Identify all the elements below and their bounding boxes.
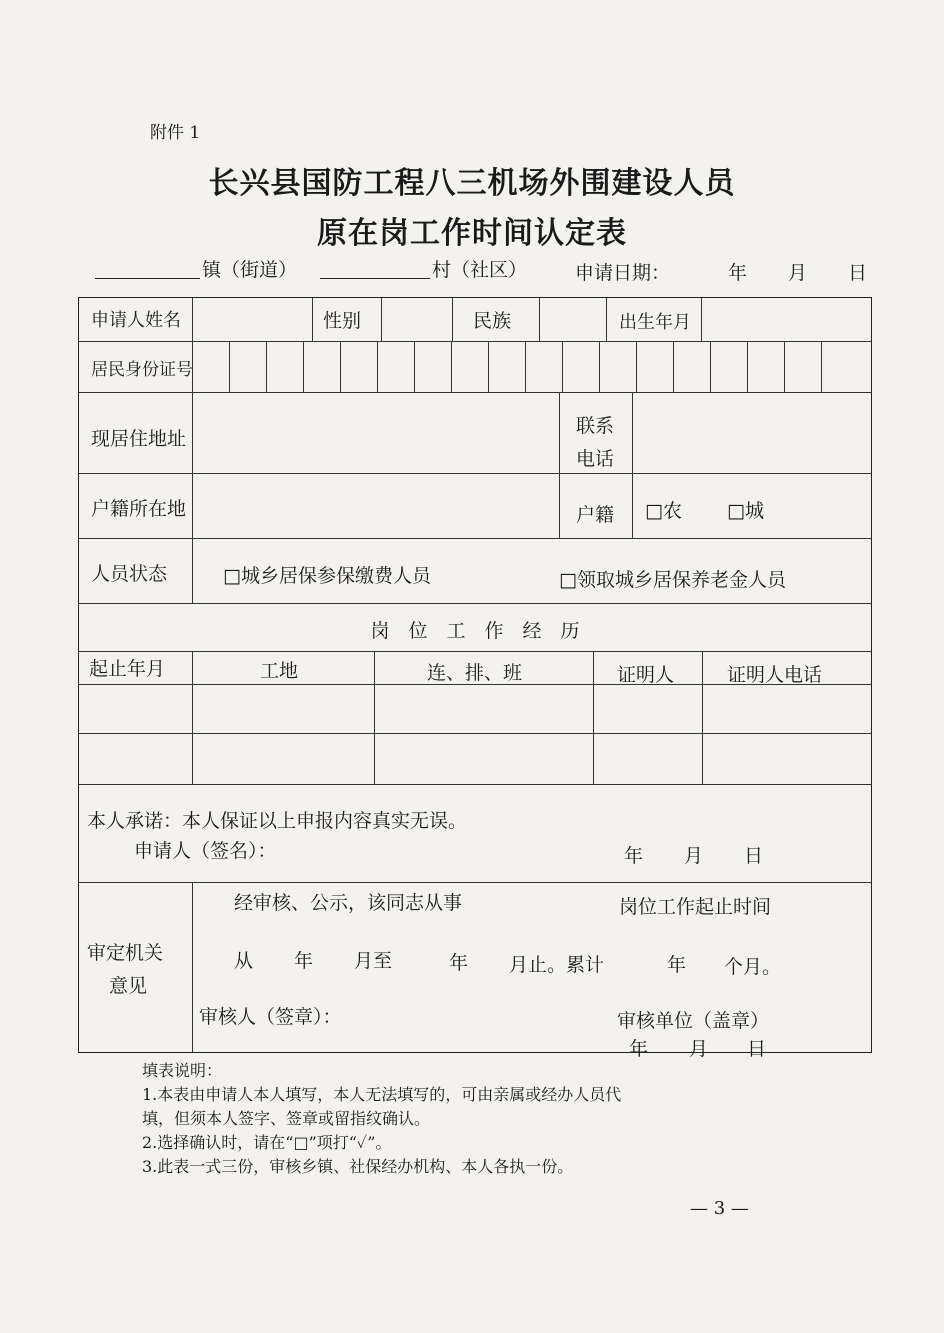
apply-date-year: 年 bbox=[728, 262, 748, 284]
review-date-month: 月 bbox=[689, 1038, 709, 1060]
notes-title: 填表说明： bbox=[142, 1061, 223, 1080]
review-month-end: 月止。累计 bbox=[509, 954, 605, 976]
col-witness-phone-header: 证明人电话 bbox=[727, 664, 823, 686]
review-date-day: 日 bbox=[747, 1038, 767, 1060]
col-period-header: 起止年月 bbox=[89, 658, 166, 680]
birth-label: 出生年月 bbox=[619, 312, 691, 333]
hukou-place-label: 户籍所在地 bbox=[91, 498, 187, 520]
review-year-1: 年 bbox=[294, 950, 314, 972]
review-text-a: 经审核、公示，该同志从事 bbox=[234, 892, 463, 914]
note-2: 2.选择确认时，请在“□”项打“✓”。 bbox=[142, 1133, 392, 1152]
hukou-label: 户籍 bbox=[576, 504, 615, 526]
col-site-header: 工地 bbox=[260, 660, 299, 682]
col-witness-header: 证明人 bbox=[617, 664, 675, 686]
pledge-text: 本人承诺：本人保证以上申报内容真实无误。 bbox=[87, 810, 468, 832]
status-option-contributor[interactable]: □城乡居保参保缴费人员 bbox=[223, 565, 431, 587]
hukou-rural-checkbox[interactable]: □农 bbox=[645, 500, 682, 522]
apply-date-label: 申请日期： bbox=[575, 262, 671, 284]
review-year-3: 年 bbox=[667, 954, 687, 976]
town-blank[interactable] bbox=[95, 258, 200, 279]
ethnicity-label: 民族 bbox=[473, 310, 512, 332]
address-label: 现居住地址 bbox=[91, 428, 187, 450]
hukou-urban-checkbox[interactable]: □城 bbox=[727, 500, 764, 522]
review-label-line1: 审定机关 bbox=[87, 942, 164, 964]
review-year-2: 年 bbox=[449, 952, 469, 974]
note-1b: 填，但须本人签字、签章或留指纹确认。 bbox=[142, 1109, 431, 1128]
applicant-signature-label: 申请人（签名）： bbox=[134, 840, 277, 862]
work-history-title: 岗 位 工 作 经 历 bbox=[370, 620, 580, 642]
village-blank[interactable] bbox=[320, 258, 430, 279]
name-label: 申请人姓名 bbox=[91, 310, 181, 331]
apply-date-day: 日 bbox=[848, 262, 868, 284]
note-3: 3.此表一式三份，审核乡镇、社保经办机构、本人各执一份。 bbox=[142, 1157, 574, 1176]
document-title-line2: 原在岗工作时间认定表 bbox=[317, 216, 627, 251]
col-unit-header: 连、排、班 bbox=[427, 662, 523, 684]
review-month-to: 月至 bbox=[354, 950, 393, 972]
pledge-year: 年 bbox=[624, 845, 644, 867]
gender-label: 性别 bbox=[323, 310, 362, 332]
apply-date-month: 月 bbox=[788, 262, 808, 284]
review-months: 个月。 bbox=[724, 956, 782, 978]
pledge-month: 月 bbox=[684, 845, 704, 867]
annex-label: 附件 1 bbox=[150, 123, 201, 143]
status-label: 人员状态 bbox=[91, 563, 168, 585]
town-label: 镇（街道） bbox=[202, 259, 298, 281]
review-date-year: 年 bbox=[629, 1038, 649, 1060]
review-unit-seal-label: 审核单位（盖章） bbox=[617, 1010, 770, 1032]
document-title-line1: 长兴县国防工程八三机场外围建设人员 bbox=[208, 166, 736, 201]
status-option-pensioner[interactable]: □领取城乡居保养老金人员 bbox=[559, 569, 786, 591]
page-number: — 3 — bbox=[690, 1198, 749, 1219]
phone-label-line1: 联系 bbox=[576, 415, 615, 437]
review-text-b: 岗位工作起止时间 bbox=[619, 896, 772, 918]
form-table bbox=[78, 297, 872, 1060]
village-label: 村（社区） bbox=[432, 259, 528, 281]
review-label-line2: 意见 bbox=[109, 975, 148, 997]
id-number-label: 居民身份证号 bbox=[91, 360, 193, 380]
review-from: 从 bbox=[234, 950, 254, 972]
note-1a: 1.本表由申请人本人填写，本人无法填写的，可由亲属或经办人员代 bbox=[142, 1085, 622, 1104]
reviewer-signature-label: 审核人（签章）： bbox=[199, 1006, 342, 1028]
phone-label-line2: 电话 bbox=[576, 448, 615, 470]
pledge-day: 日 bbox=[744, 845, 764, 867]
